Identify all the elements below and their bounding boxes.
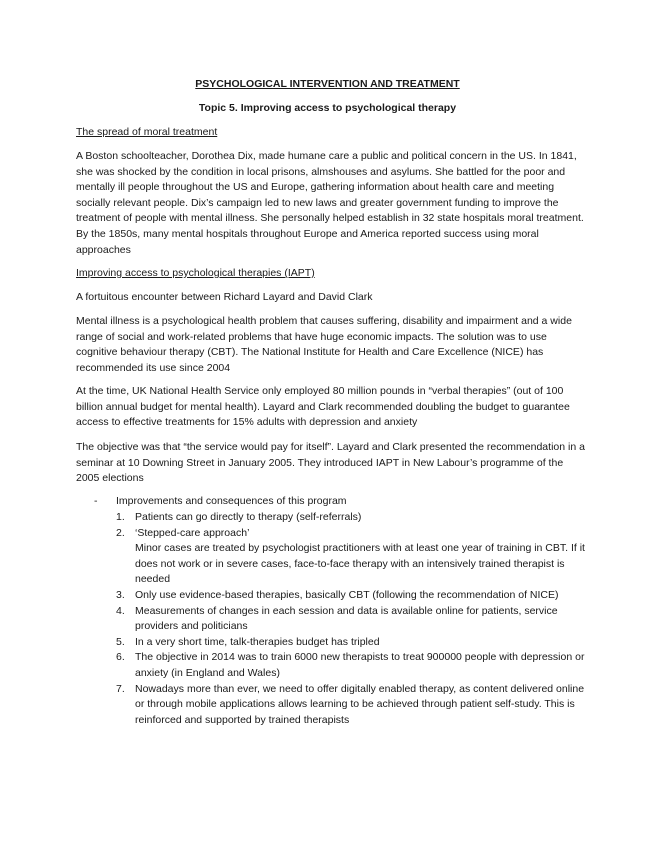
- list-item-text: The objective in 2014 was to train 6000 new therapists to treat 900000 people with depression or anxiety (in England and Wales): [135, 651, 585, 679]
- paragraph-mental-illness: Mental illness is a psychological health problem that causes suffering, disability and impairment and a wide range of social and work-related problems that have huge economic impacts. The solution was to use cognitive behaviour therapy (CBT). The National Institute for Health and Care Excellence (NICE) has recommended its use since 2004: [76, 315, 572, 374]
- list-number: 7.: [116, 682, 125, 695]
- list-item-text: Measurements of changes in each session and data is available online for patients, service providers and politicians: [135, 604, 558, 633]
- list-item-text: In a very short time, talk-therapies budget has tripled: [135, 635, 380, 648]
- list-item: [76, 526, 586, 588]
- section-heading-moral-treatment: The spread of moral treatment: [76, 126, 218, 138]
- list-item-text: Patients can go directly to therapy (self-referrals): [135, 511, 362, 523]
- list-item-detail: Minor cases are treated by psychologist practitioners with at least one year of training in CBT. If it does not work or in severe cases, face-to-face therapy with an intensively trained therapist is needed: [135, 542, 585, 586]
- paragraph-nhs-budget: At the time, UK National Health Service only employed 80 million pounds in “verbal therapies” (out of 100 billion annual budget for mental health). Layard and Clark recommended doubling the budget to guarantee access to effective treatments for 15% adults with depression and anxiety: [76, 385, 570, 429]
- list-item-text: ‘Stepped-care approach’: [135, 526, 250, 539]
- list-item-text: Nowadays more than ever, we need to offer digitally enabled therapy, as content delivered online or through mobile applications allows learning to be achieved through patient self-study. This is reinforced and supported by trained therapists: [135, 682, 585, 726]
- list-number: 1.: [116, 511, 125, 523]
- list-item: [76, 635, 586, 651]
- dash-bullet: -: [94, 495, 98, 507]
- numbered-list: [76, 510, 586, 728]
- list-item: [76, 682, 586, 729]
- list-item: [76, 650, 586, 681]
- list-number: 4.: [116, 604, 125, 617]
- list-item-text: Only use evidence-based therapies, basically CBT (following the recommendation of NICE): [135, 588, 559, 601]
- paragraph-dorothea-dix: A Boston schoolteacher, Dorothea Dix, made humane care a public and political concern in the US. In 1841, she was shocked by the condition in local prisons, almshouses and asylums. She battled for the poor and mentally ill people throughout the US and Europe, gathering information about health care and meeting socially relevant people. Dix’s campaign led to new laws and greater government funding to improve the treatment of people with mental illness. She personally helped establish in 32 state hospitals moral treatment. By the 1850s, many mental hospitals throughout Europe and America reported success using moral approaches: [76, 150, 584, 256]
- list-item: [76, 510, 586, 526]
- list-number: 3.: [116, 588, 125, 601]
- list-item-improvements-label: Improvements and consequences of this program: [116, 495, 347, 507]
- paragraph-objective: The objective was that “the service would pay for itself”. Layard and Clark presented the recommendation in a seminar at 10 Downing Street in January 2005. They introduced IAPT in New Labour’s programme of the 2005 elections: [76, 441, 585, 485]
- paragraph-encounter: A fortuitous encounter between Richard Layard and David Clark: [76, 291, 373, 303]
- document-subtitle: Topic 5. Improving access to psychological therapy: [198, 102, 457, 114]
- list-number: 5.: [116, 635, 125, 648]
- document-title: PSYCHOLOGICAL INTERVENTION AND TREATMENT: [195, 78, 460, 90]
- list-item: [76, 604, 586, 635]
- list-item: [76, 588, 586, 604]
- section-heading-iapt: Improving access to psychological therapies (IAPT): [76, 267, 315, 279]
- list-number: 2.: [116, 526, 125, 539]
- list-number: 6.: [116, 651, 125, 664]
